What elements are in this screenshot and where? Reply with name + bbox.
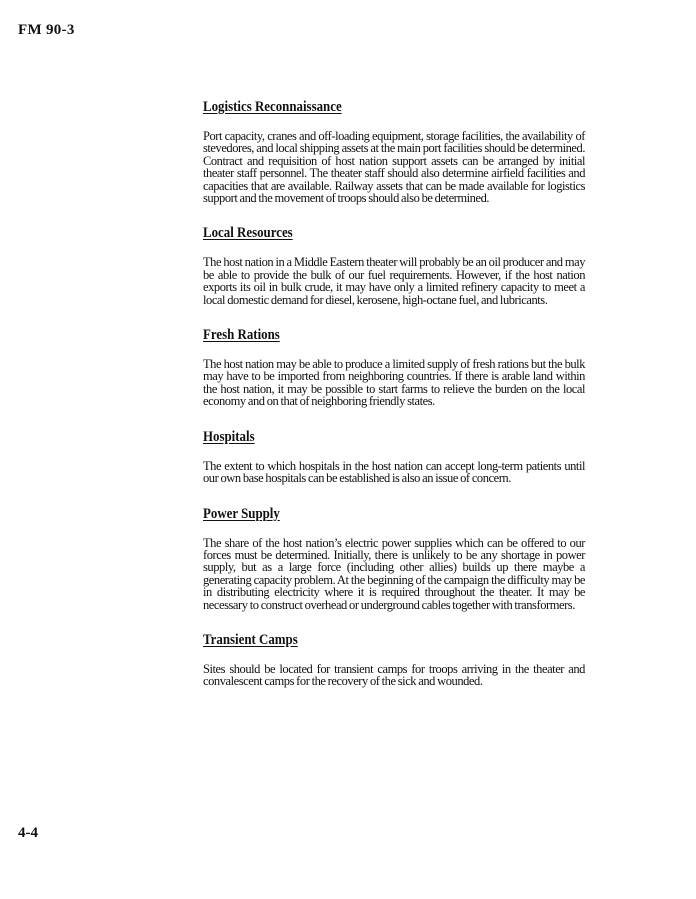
section-hospitals — [203, 428, 585, 485]
page-number: 4-4 — [18, 825, 38, 841]
page-header: FM 90-3 — [18, 22, 75, 38]
section-logistics-reconnaissance — [203, 98, 585, 204]
section-heading: Local Resources — [203, 225, 293, 242]
section-power-supply — [203, 505, 585, 611]
section-heading: Power Supply — [203, 505, 280, 522]
section-paragraph: The share of the host nation’s electric power supplies which can be offered to our forces must be determined. Initially, there is unlikely to be any shortage in power supply, but as a large force (including other allies) builds up there maybe a generating capacity problem. At the beginning of the campaign the difficulty may be in distributing electricity where it is required throughout the theater. It may be necessary to construct overhead or underground cables together with transformers. — [203, 535, 585, 612]
section-heading: Logistics Reconnaissance — [203, 99, 342, 115]
document-body — [203, 98, 585, 688]
section-paragraph: The host nation may be able to produce a limited supply of fresh rations but the bulk may have to be imported from neighboring countries. If there is arable land within the host nation, it may be possible to start farms to relieve the burden on the local economy and on that of neighboring friendly states. — [203, 357, 585, 409]
section-heading: Fresh Rations — [203, 327, 280, 344]
section-transient-camps — [203, 631, 585, 688]
section-paragraph: Sites should be located for transient camps for troops arriving in the theater and convalescent camps for the recovery of the sick and wounded. — [203, 661, 585, 689]
section-paragraph: The host nation in a Middle Eastern theater will probably be an oil producer and may be able to provide the bulk of our fuel requirements. However, if the host nation exports its oil in bulk crude, it may have only a limited refinery capacity to meet a local domestic demand for diesel, kerosene, high-octane fuel, and lubricants. — [203, 255, 585, 307]
section-heading: Hospitals — [203, 428, 255, 445]
section-paragraph: Port capacity, cranes and off-loading equipment, storage facilities, the availability of stevedores, and local shipping assets at the main port facilities should be determined. Contract and requisition of host nation support assets can be arranged by initial theater staff personnel. The theater staff should also determine airfield facilities and capacities that are available. Railway assets that can be made available for logistics support and the movement of troops should also be determined. — [203, 129, 585, 206]
section-local-resources — [203, 224, 585, 306]
section-fresh-rations — [203, 326, 585, 408]
section-heading: Transient Camps — [203, 631, 298, 648]
section-paragraph: The extent to which hospitals in the host nation can accept long-term patients until our own base hospitals can be established is also an issue of concern. — [203, 458, 585, 486]
